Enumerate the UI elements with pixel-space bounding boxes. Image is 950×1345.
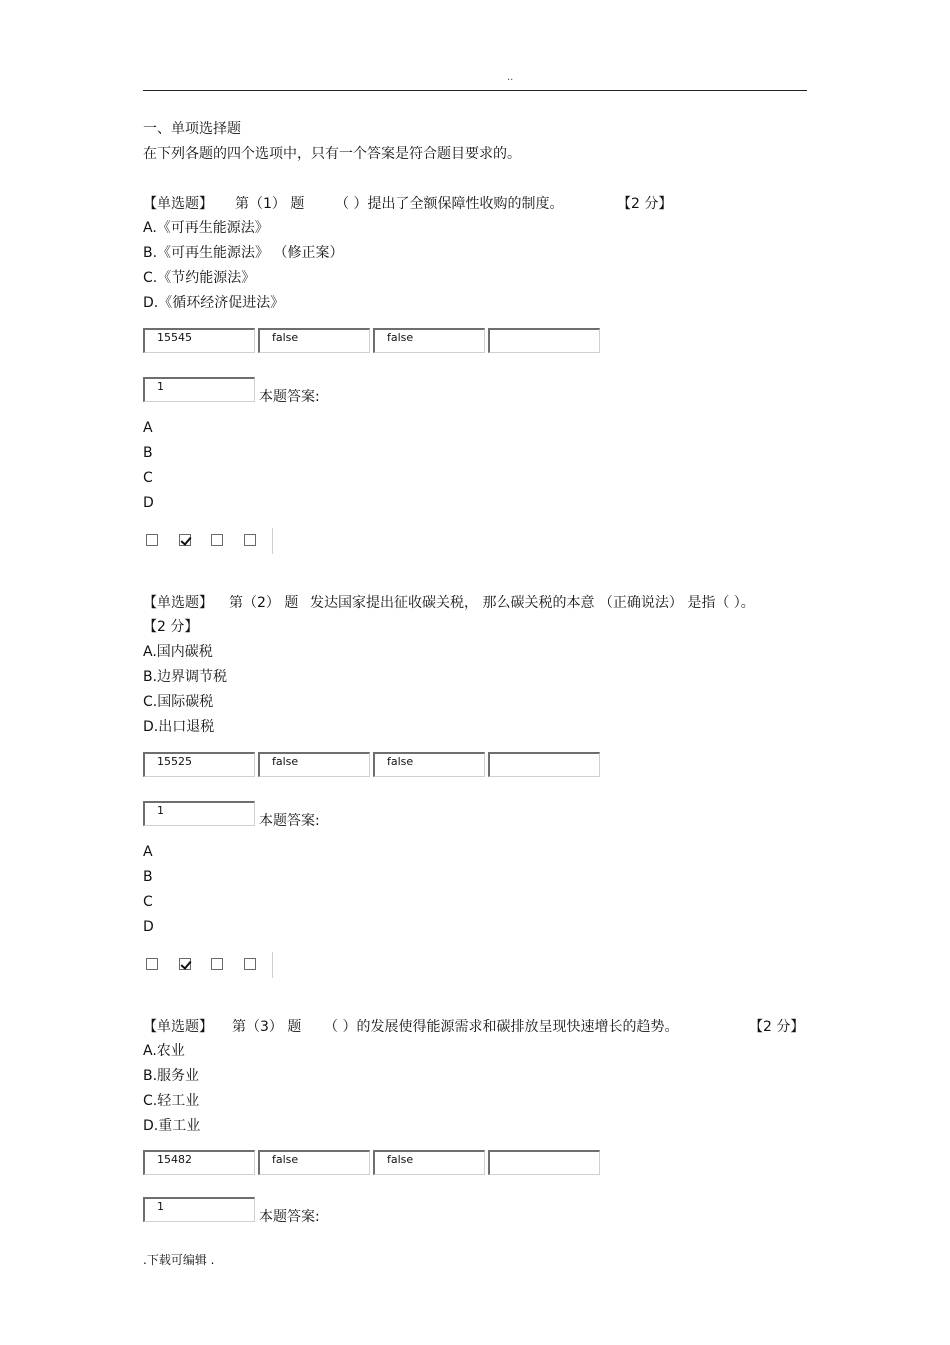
answer-field[interactable]: 1	[143, 1197, 255, 1222]
footer-note: .下载可编辑 .	[143, 1253, 215, 1267]
flag-field-1[interactable]: false	[258, 1150, 370, 1175]
answer-letter-b: B	[143, 869, 153, 885]
answer-letter-c: C	[143, 894, 153, 910]
question-id-field[interactable]: 15545	[143, 328, 255, 353]
answer-label: 本题答案:	[259, 1209, 320, 1225]
option-c: C.国际碳税	[143, 694, 214, 710]
question-stem: 发达国家提出征收碳关税， 那么碳关税的本意 （正确说法） 是指（ ）。	[310, 595, 755, 611]
question-stem: （ ）的发展使得能源需求和碳排放呈现快速增长的趋势。	[324, 1019, 679, 1035]
header-rule	[143, 90, 807, 91]
question-number: 第（1） 题	[235, 196, 305, 212]
question-number: 第（2） 题	[229, 595, 299, 611]
option-b: B.边界调节税	[143, 669, 228, 685]
question-score: 【2 分】	[749, 1019, 805, 1035]
checkbox-d[interactable]	[244, 534, 256, 546]
empty-field[interactable]	[488, 328, 600, 353]
option-a: A.《可再生能源法》	[143, 220, 269, 236]
option-a: A.国内碳税	[143, 644, 213, 660]
empty-field[interactable]	[488, 1150, 600, 1175]
flag-field-1[interactable]: false	[258, 752, 370, 777]
answer-label: 本题答案:	[259, 813, 320, 829]
question-id-field[interactable]: 15482	[143, 1150, 255, 1175]
answer-letter-a: A	[143, 844, 153, 860]
question-type: 【单选题】	[143, 196, 213, 212]
header-dots: ..	[507, 72, 514, 83]
question-score: 【2 分】	[617, 196, 673, 212]
checkbox-separator	[272, 528, 273, 554]
answer-field[interactable]: 1	[143, 377, 255, 402]
question-id-field[interactable]: 15525	[143, 752, 255, 777]
question-type: 【单选题】	[143, 595, 213, 611]
checkbox-a[interactable]	[146, 534, 158, 546]
question-2-header	[143, 592, 807, 614]
checkbox-b[interactable]	[179, 534, 191, 546]
flag-field-2[interactable]: false	[373, 752, 485, 777]
answer-letter-d: D	[143, 495, 154, 511]
answer-letter-a: A	[143, 420, 153, 436]
answer-letter-d: D	[143, 919, 154, 935]
question-type: 【单选题】	[143, 1019, 213, 1035]
question-stem: （ ）提出了全额保障性收购的制度。	[335, 196, 564, 212]
flag-field-2[interactable]: false	[373, 328, 485, 353]
option-b: B.《可再生能源法》 （修正案）	[143, 245, 344, 261]
option-d: D.出口退税	[143, 719, 215, 735]
empty-field[interactable]	[488, 752, 600, 777]
option-b: B.服务业	[143, 1068, 200, 1084]
section-title: 一、单项选择题	[143, 121, 241, 137]
answer-letter-b: B	[143, 445, 153, 461]
flag-field-2[interactable]: false	[373, 1150, 485, 1175]
checkbox-c[interactable]	[211, 534, 223, 546]
option-a: A.农业	[143, 1043, 185, 1059]
option-d: D.《循环经济促进法》	[143, 295, 285, 311]
question-number: 第（3） 题	[232, 1019, 302, 1035]
checkbox-a[interactable]	[146, 958, 158, 970]
option-d: D.重工业	[143, 1118, 201, 1134]
checkbox-c[interactable]	[211, 958, 223, 970]
checkbox-separator	[272, 952, 273, 978]
question-score: 【2 分】	[143, 619, 199, 635]
option-c: C.轻工业	[143, 1093, 200, 1109]
option-c: C.《节约能源法》	[143, 270, 256, 286]
checkbox-d[interactable]	[244, 958, 256, 970]
checkbox-b[interactable]	[179, 958, 191, 970]
section-instruction: 在下列各题的四个选项中，只有一个答案是符合题目要求的。	[143, 146, 521, 162]
question-3-header	[143, 1016, 807, 1038]
answer-letter-c: C	[143, 470, 153, 486]
flag-field-1[interactable]: false	[258, 328, 370, 353]
answer-label: 本题答案:	[259, 389, 320, 405]
question-1-header	[143, 193, 807, 215]
answer-field[interactable]: 1	[143, 801, 255, 826]
